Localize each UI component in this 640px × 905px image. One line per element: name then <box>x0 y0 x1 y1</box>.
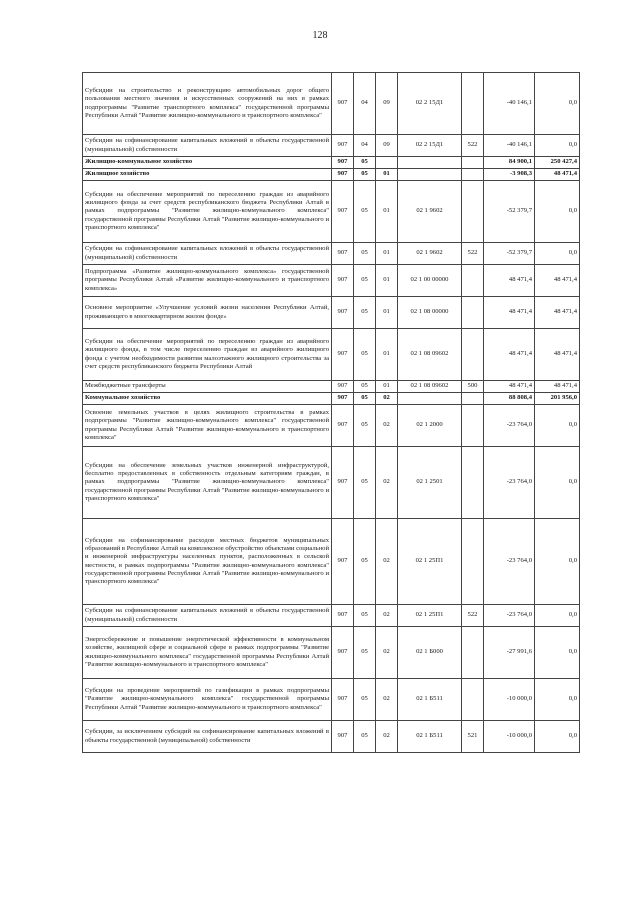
row-grbs: 907 <box>332 135 354 157</box>
row-expense-type <box>462 627 484 679</box>
row-amount-2: 0,0 <box>535 679 580 721</box>
row-amount-2: 201 956,0 <box>535 393 580 405</box>
row-name: Субсидии на проведение мероприятий по газификации в рамках подпрограммы "Развитие жилищно-коммунального комплекса" государственной программы Республики Алтай "Развитие жилищно-коммунального и транспортного комплекса" <box>83 679 332 721</box>
row-grbs: 907 <box>332 679 354 721</box>
row-expense-type: 522 <box>462 243 484 265</box>
row-name: Субсидии на софинансирование капитальных вложений в объекты государственной (муниципальной) собственности <box>83 135 332 157</box>
row-amount-2: 0,0 <box>535 721 580 753</box>
row-grbs: 907 <box>332 265 354 297</box>
row-name: Энергосбережение и повышение энергетической эффективности в коммунальном хозяйстве, жилищной сфере и социальной сфере в рамках подпрограммы "Развитие жилищно-коммунального комплекса" государственной программы Республики Алтай "Развитие жилищно-коммунального и транспортного комплекса" <box>83 627 332 679</box>
row-subsection: 01 <box>376 243 398 265</box>
row-amount-2: 0,0 <box>535 627 580 679</box>
row-grbs: 907 <box>332 721 354 753</box>
row-section: 05 <box>354 157 376 169</box>
row-section: 05 <box>354 447 376 519</box>
row-amount-1: 48 471,4 <box>484 381 535 393</box>
row-expense-type <box>462 405 484 447</box>
budget-table <box>82 72 580 753</box>
row-section: 05 <box>354 329 376 381</box>
row-target-article <box>398 169 462 181</box>
row-grbs: 907 <box>332 405 354 447</box>
row-target-article: 02 1 2000 <box>398 405 462 447</box>
row-name: Субсидии, за исключением субсидий на софинансирование капитальных вложений в объекты государственной (муниципальной) собственности <box>83 721 332 753</box>
row-amount-2: 0,0 <box>535 135 580 157</box>
row-target-article: 02 1 9602 <box>398 181 462 243</box>
row-subsection: 01 <box>376 329 398 381</box>
row-amount-2: 48 471,4 <box>535 297 580 329</box>
row-amount-1: -52 379,7 <box>484 243 535 265</box>
row-expense-type: 522 <box>462 135 484 157</box>
row-amount-2: 250 427,4 <box>535 157 580 169</box>
table-row <box>83 297 580 329</box>
row-expense-type: 500 <box>462 381 484 393</box>
row-subsection: 01 <box>376 181 398 243</box>
row-target-article: 02 1 25П1 <box>398 519 462 605</box>
row-amount-2: 0,0 <box>535 243 580 265</box>
row-grbs: 907 <box>332 519 354 605</box>
row-target-article: 02 1 Б511 <box>398 721 462 753</box>
row-amount-1: -23 764,0 <box>484 605 535 627</box>
table-row <box>83 519 580 605</box>
table-row <box>83 181 580 243</box>
row-grbs: 907 <box>332 627 354 679</box>
row-name: Субсидии на софинансирование капитальных вложений в объекты государственной (муниципальной) собственности <box>83 605 332 627</box>
row-amount-1: 88 808,4 <box>484 393 535 405</box>
row-amount-1: -23 764,0 <box>484 447 535 519</box>
row-amount-1: 84 900,1 <box>484 157 535 169</box>
row-amount-2: 0,0 <box>535 605 580 627</box>
row-expense-type <box>462 679 484 721</box>
row-section: 05 <box>354 519 376 605</box>
row-amount-1: 48 471,4 <box>484 265 535 297</box>
row-amount-1: -52 379,7 <box>484 181 535 243</box>
row-target-article <box>398 157 462 169</box>
row-target-article: 02 1 00 00000 <box>398 265 462 297</box>
row-name: Жилищно-коммунальное хозяйство <box>83 157 332 169</box>
row-amount-1: -23 764,0 <box>484 519 535 605</box>
row-amount-1: -23 764,0 <box>484 405 535 447</box>
row-subsection: 02 <box>376 405 398 447</box>
page-number: 128 <box>312 30 328 41</box>
row-target-article: 02 2 15Д1 <box>398 73 462 135</box>
table-row <box>83 605 580 627</box>
row-amount-1: -10 000,0 <box>484 721 535 753</box>
row-amount-2: 0,0 <box>535 447 580 519</box>
row-target-article: 02 1 25П1 <box>398 605 462 627</box>
row-section: 05 <box>354 265 376 297</box>
row-amount-1: 48 471,4 <box>484 297 535 329</box>
table-row <box>83 169 580 181</box>
row-amount-2: 0,0 <box>535 519 580 605</box>
row-section: 05 <box>354 381 376 393</box>
row-subsection: 09 <box>376 135 398 157</box>
row-target-article <box>398 393 462 405</box>
row-name: Субсидии на софинансирование капитальных вложений в объекты государственной (муниципальной) собственности <box>83 243 332 265</box>
row-amount-2: 0,0 <box>535 181 580 243</box>
row-target-article: 02 1 Б000 <box>398 627 462 679</box>
table-row <box>83 627 580 679</box>
row-expense-type <box>462 265 484 297</box>
row-grbs: 907 <box>332 605 354 627</box>
row-target-article: 02 2 15Д1 <box>398 135 462 157</box>
row-name: Субсидии на строительство и реконструкцию автомобильных дорог общего пользования местного значения и искусственных сооружений на них в рамках подпрограммы "Развитие транспортного комплекса" государственной программы Республики Алтай "Развитие жилищно-коммунального и транспортного комплекса" <box>83 73 332 135</box>
row-amount-2: 48 471,4 <box>535 381 580 393</box>
row-section: 05 <box>354 605 376 627</box>
row-expense-type <box>462 519 484 605</box>
row-section: 05 <box>354 627 376 679</box>
row-section: 05 <box>354 169 376 181</box>
row-subsection: 02 <box>376 447 398 519</box>
row-grbs: 907 <box>332 447 354 519</box>
row-amount-2: 48 471,4 <box>535 329 580 381</box>
row-expense-type <box>462 447 484 519</box>
row-section: 05 <box>354 721 376 753</box>
row-amount-2: 48 471,4 <box>535 265 580 297</box>
row-name: Подпрограмма «Развитие жилищно-коммунального комплекса» государственной программы Республики Алтай «Развитие жилищно-коммунального и транспортного комплекса» <box>83 265 332 297</box>
row-name: Субсидии на обеспечение мероприятий по переселению граждан из аварийного жилищного фонда за счет средств республиканского бюджета Республики Алтай в рамках подпрограммы "Развитие жилищно-коммунального комплекса" государственной программы Республики Алтай "Развитие жилищно-коммунального и транспортного комплекса" <box>83 181 332 243</box>
row-expense-type <box>462 157 484 169</box>
row-expense-type: 522 <box>462 605 484 627</box>
row-amount-2: 0,0 <box>535 405 580 447</box>
table-row <box>83 73 580 135</box>
table-row <box>83 447 580 519</box>
table-row <box>83 721 580 753</box>
row-target-article: 02 1 08 09602 <box>398 329 462 381</box>
row-section: 04 <box>354 73 376 135</box>
row-subsection: 02 <box>376 605 398 627</box>
row-grbs: 907 <box>332 181 354 243</box>
row-grbs: 907 <box>332 73 354 135</box>
row-subsection: 01 <box>376 381 398 393</box>
row-name: Жилищное хозяйство <box>83 169 332 181</box>
row-target-article: 02 1 Б511 <box>398 679 462 721</box>
row-amount-1: -40 146,1 <box>484 135 535 157</box>
row-subsection: 02 <box>376 519 398 605</box>
row-amount-2: 48 471,4 <box>535 169 580 181</box>
table-row <box>83 243 580 265</box>
row-expense-type <box>462 169 484 181</box>
row-name: Коммунальное хозяйство <box>83 393 332 405</box>
row-section: 05 <box>354 405 376 447</box>
row-name: Освоение земельных участков в целях жилищного строительства в рамках подпрограммы "Развитие жилищно-коммунального комплекса" государственной программы Республики Алтай "Развитие жилищно-коммунального и транспортного комплекса" <box>83 405 332 447</box>
row-grbs: 907 <box>332 329 354 381</box>
row-subsection: 01 <box>376 297 398 329</box>
row-name: Субсидии на софинансирование расходов местных бюджетов муниципальных образований в Республике Алтай на комплексное обустройство объектами социальной и инженерной инфраструктуры населенных пунктов, расположенных в сельской местности, в рамках подпрограммы "Развитие жилищно-коммунального комплекса" государственной программы Республики Алтай "Развитие жилищно-коммунального и транспортного комплекса" <box>83 519 332 605</box>
row-name: Основное мероприятие «Улучшение условий жизни населения Республики Алтай, проживающего в многоквартирном жилом фонде» <box>83 297 332 329</box>
row-amount-2: 0,0 <box>535 73 580 135</box>
row-section: 05 <box>354 297 376 329</box>
table-row <box>83 329 580 381</box>
row-amount-1: -40 146,1 <box>484 73 535 135</box>
row-grbs: 907 <box>332 393 354 405</box>
row-section: 05 <box>354 181 376 243</box>
table-row <box>83 381 580 393</box>
row-subsection: 02 <box>376 721 398 753</box>
table-row <box>83 679 580 721</box>
row-grbs: 907 <box>332 297 354 329</box>
table-body <box>83 73 580 753</box>
table-row <box>83 405 580 447</box>
row-section: 05 <box>354 679 376 721</box>
row-expense-type <box>462 393 484 405</box>
row-section: 05 <box>354 393 376 405</box>
table-row <box>83 157 580 169</box>
row-target-article: 02 1 08 00000 <box>398 297 462 329</box>
row-subsection <box>376 157 398 169</box>
row-grbs: 907 <box>332 169 354 181</box>
row-subsection: 09 <box>376 73 398 135</box>
row-grbs: 907 <box>332 381 354 393</box>
row-subsection: 01 <box>376 169 398 181</box>
row-expense-type <box>462 73 484 135</box>
row-amount-1: -10 000,0 <box>484 679 535 721</box>
row-name: Субсидии на обеспечение мероприятий по переселению граждан из аварийного жилищного фонда, в том числе переселению граждан из аварийного жилищного фонда с учетом необходимости развития малоэтажного жилищного строительства за счет средств республиканского бюджета Республики Алтай <box>83 329 332 381</box>
row-subsection: 01 <box>376 265 398 297</box>
row-target-article: 02 1 2501 <box>398 447 462 519</box>
row-expense-type <box>462 297 484 329</box>
table-row <box>83 393 580 405</box>
row-amount-1: -27 991,6 <box>484 627 535 679</box>
row-subsection: 02 <box>376 627 398 679</box>
row-expense-type <box>462 181 484 243</box>
row-target-article: 02 1 08 09602 <box>398 381 462 393</box>
row-expense-type <box>462 329 484 381</box>
row-amount-1: -3 908,3 <box>484 169 535 181</box>
row-expense-type: 521 <box>462 721 484 753</box>
row-name: Межбюджетные трансферты <box>83 381 332 393</box>
row-grbs: 907 <box>332 157 354 169</box>
row-amount-1: 48 471,4 <box>484 329 535 381</box>
row-section: 05 <box>354 243 376 265</box>
row-name: Субсидии на обеспечение земельных участков инженерной инфраструктурой, бесплатно предоставленных в собственность отдельным категориям граждан, в рамках подпрограммы "Развитие жилищно-коммунального комплекса" государственной программы Республики Алтай "Развитие жилищно-коммунального и транспортного комплекса" <box>83 447 332 519</box>
row-target-article: 02 1 9602 <box>398 243 462 265</box>
row-grbs: 907 <box>332 243 354 265</box>
row-section: 04 <box>354 135 376 157</box>
row-subsection: 02 <box>376 679 398 721</box>
table-row <box>83 265 580 297</box>
row-subsection: 02 <box>376 393 398 405</box>
table-row <box>83 135 580 157</box>
